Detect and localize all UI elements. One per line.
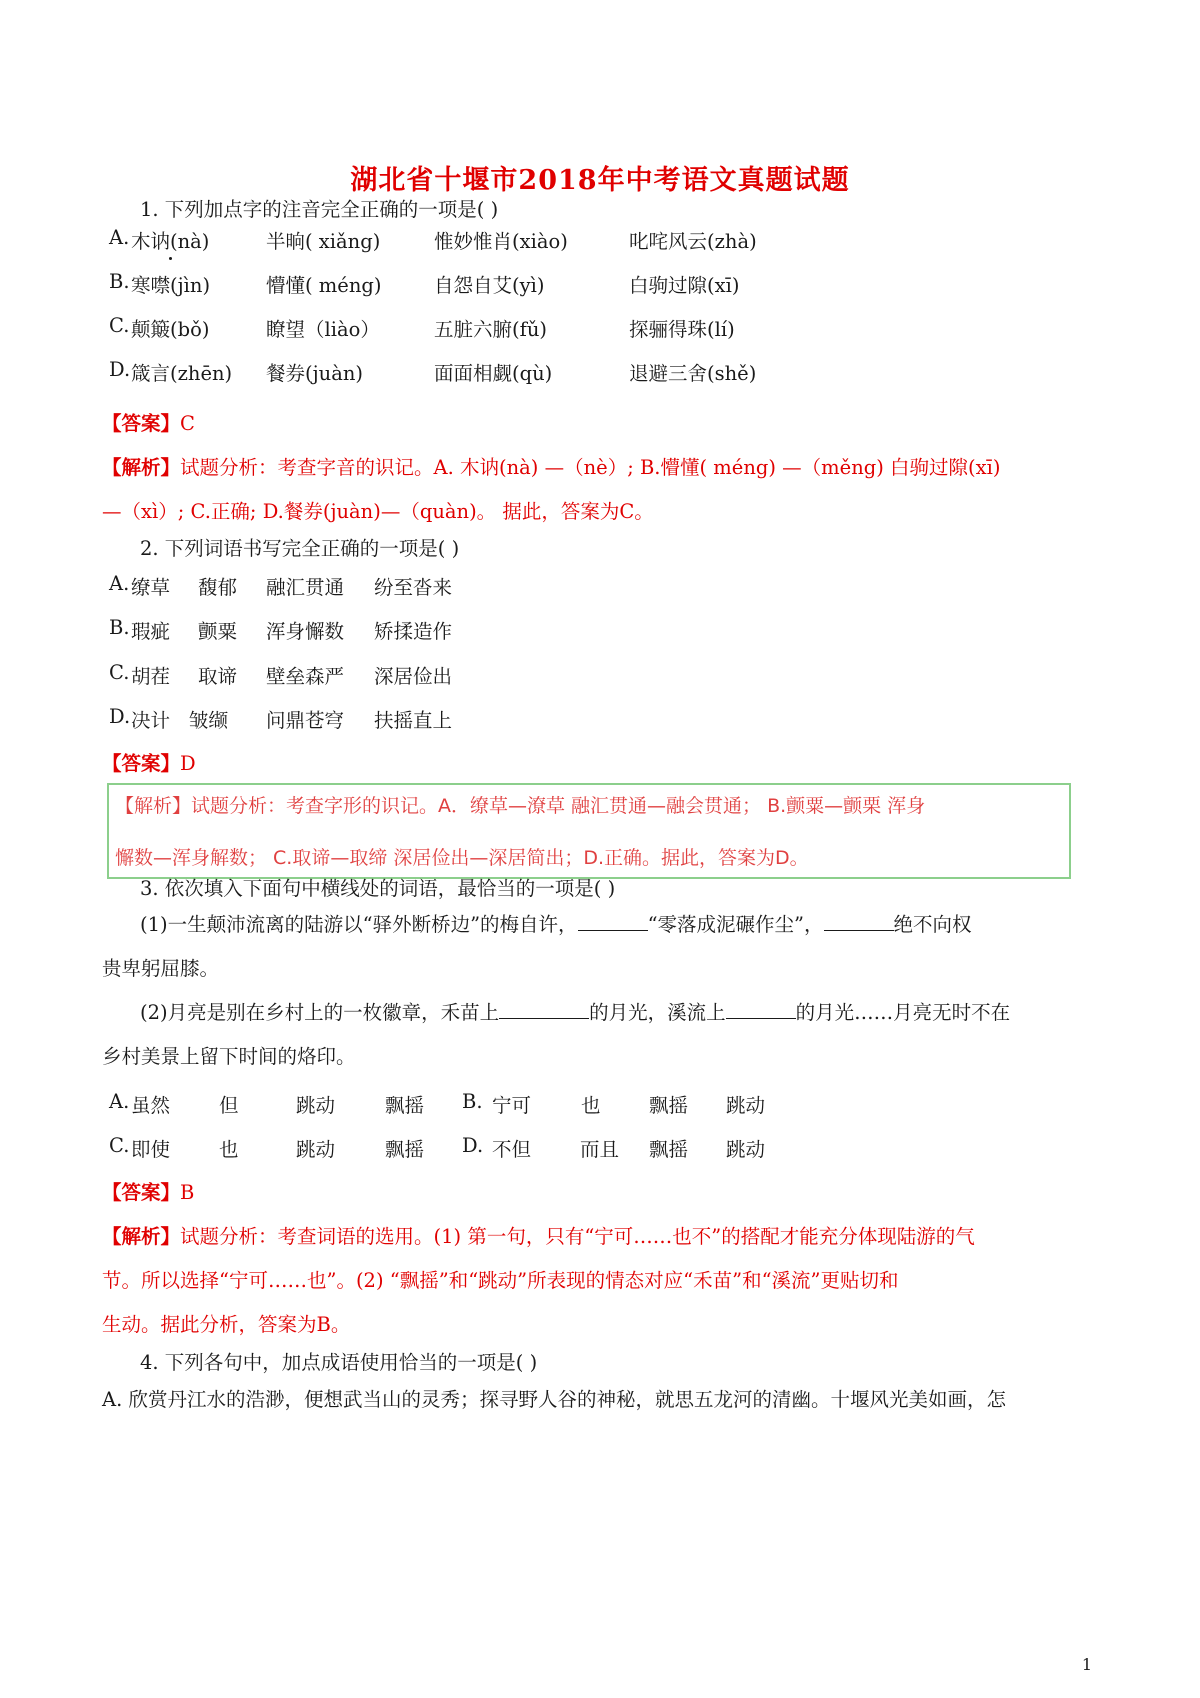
option-label: A. bbox=[109, 226, 130, 249]
option-item: 跳动 bbox=[726, 1094, 766, 1117]
option-item: 飘摇 bbox=[385, 1138, 425, 1161]
fill-blank bbox=[578, 912, 648, 931]
option-item: 飘摇 bbox=[649, 1094, 689, 1117]
option-item: 五脏六腑(fǔ) bbox=[434, 318, 547, 341]
option-item: 馥郁 bbox=[198, 576, 238, 599]
option-item: 瞭望（liào） bbox=[266, 318, 380, 341]
option-item: 不但 bbox=[492, 1138, 532, 1161]
analysis-text: 试题分析：考查词语的选用。(1) 第一句，只有“宁可……也不”的搭配才能充分体现陆游的气 bbox=[180, 1225, 975, 1248]
q3-analysis-line2: 节。所以选择“宁可……也”。(2) “飘摇”和“跳动”所表现的情态对应“禾苗”和“溪流”更贴切和 bbox=[102, 1269, 899, 1292]
option-label: C. bbox=[109, 1134, 130, 1157]
option-label: C. bbox=[109, 314, 130, 337]
q3-sentence1-line1 bbox=[140, 911, 972, 939]
option-label: B. bbox=[462, 1090, 483, 1113]
answer-tag: 【答案】 bbox=[102, 1181, 181, 1204]
option-item: 飘摇 bbox=[385, 1094, 425, 1117]
option-item: 但 bbox=[219, 1094, 239, 1117]
q2-stem: 2. 下列词语书写完全正确的一项是( ) bbox=[140, 537, 460, 560]
fill-blank bbox=[824, 912, 894, 931]
q4-option-a: A. 欣赏丹江水的浩渺，便想武当山的灵秀；探寻野人谷的神秘，就思五龙河的清幽。十堰风光美如画，怎 bbox=[102, 1388, 1006, 1411]
answer-value: C bbox=[180, 412, 195, 435]
option-item: 叱咤风云(zhà) bbox=[629, 230, 757, 253]
analysis-text: 试题分析：考查字音的识记。A. 木讷(nà) —（nè）; B.懵懂( méng) —（měng) 白驹过隙(xī) bbox=[180, 456, 1001, 479]
option-item: 自怨自艾(yì) bbox=[434, 274, 545, 297]
option-item: 取谛 bbox=[198, 665, 238, 688]
q2-answer bbox=[102, 750, 196, 778]
answer-tag: 【答案】 bbox=[102, 412, 181, 435]
option-item: 胡茬 bbox=[131, 665, 171, 688]
q3-analysis-line3: 生动。据此分析，答案为B。 bbox=[102, 1313, 351, 1336]
option-label: A. bbox=[109, 572, 130, 595]
fill-blank bbox=[499, 1000, 589, 1019]
option-item: 决计 bbox=[131, 709, 171, 732]
q3-stem: 3. 依次填入下面句中横线处的词语，最恰当的一项是( ) bbox=[140, 877, 616, 900]
option-item bbox=[131, 226, 209, 254]
option-item: 也 bbox=[219, 1138, 239, 1161]
option-item: 浑身懈数 bbox=[266, 620, 345, 643]
page-number: 1 bbox=[1081, 1655, 1092, 1674]
option-item: 皱缬 bbox=[189, 709, 229, 732]
sentence-text: 绝不向权 bbox=[893, 913, 972, 936]
option-item: 融汇贯通 bbox=[266, 576, 345, 599]
q3-sentence1-line2: 贵卑躬屈膝。 bbox=[102, 957, 220, 980]
analysis-tag: 【解析】 bbox=[102, 1225, 181, 1248]
option-item: 颠簸(bǒ) bbox=[131, 318, 210, 341]
option-item: 问鼎苍穹 bbox=[266, 709, 345, 732]
sentence-text: (1)一生颠沛流离的陆游以“驿外断桥边”的梅自许， bbox=[140, 913, 578, 936]
option-label: D. bbox=[109, 705, 131, 728]
option-item: 瑕疵 bbox=[131, 620, 171, 643]
option-label: B. bbox=[109, 270, 130, 293]
option-item: 跳动 bbox=[296, 1138, 336, 1161]
option-item: 半晌( xiǎng) bbox=[266, 230, 381, 253]
option-item: 面面相觑(qù) bbox=[434, 362, 553, 385]
option-label: C. bbox=[109, 661, 130, 684]
q1-analysis-line1 bbox=[102, 454, 1001, 482]
option-item: 跳动 bbox=[296, 1094, 336, 1117]
option-item: 白驹过隙(xī) bbox=[629, 274, 740, 297]
q1-answer bbox=[102, 410, 195, 438]
q3-answer bbox=[102, 1179, 194, 1207]
option-item: 而且 bbox=[580, 1138, 620, 1161]
option-item: 矫揉造作 bbox=[374, 620, 453, 643]
option-item: 缭草 bbox=[131, 576, 171, 599]
option-label: B. bbox=[109, 616, 130, 639]
option-label: A. bbox=[109, 1090, 130, 1113]
q3-analysis-line1 bbox=[102, 1223, 975, 1251]
option-item: 餐券(juàn) bbox=[266, 362, 364, 385]
q2-analysis-box bbox=[107, 783, 1071, 879]
sentence-text: “零落成泥碾作尘”， bbox=[647, 913, 824, 936]
option-item-text: 木讷(nà) bbox=[131, 226, 209, 254]
option-item: 即使 bbox=[131, 1138, 171, 1161]
option-item: 箴言(zhēn) bbox=[131, 362, 233, 385]
option-item: 退避三舍(shě) bbox=[629, 362, 757, 385]
option-item: 寒噤(jìn) bbox=[131, 274, 211, 297]
answer-value: D bbox=[180, 752, 196, 775]
q3-sentence2-line2: 乡村美景上留下时间的烙印。 bbox=[102, 1045, 356, 1068]
sentence-text: (2)月亮是别在乡村上的一枚徽章，禾苗上 bbox=[140, 1001, 500, 1024]
option-item: 深居俭出 bbox=[374, 665, 453, 688]
option-item: 飘摇 bbox=[649, 1138, 689, 1161]
q4-stem: 4. 下列各句中，加点成语使用恰当的一项是( ) bbox=[140, 1351, 538, 1374]
option-item: 惟妙惟肖(xiào) bbox=[434, 230, 568, 253]
option-label: D. bbox=[109, 358, 131, 381]
option-item: 纷至沓来 bbox=[374, 576, 453, 599]
option-label: D. bbox=[462, 1134, 484, 1157]
q1-stem: 1. 下列加点字的注音完全正确的一项是( ) bbox=[140, 198, 499, 221]
option-item: 跳动 bbox=[726, 1138, 766, 1161]
option-item: 虽然 bbox=[131, 1094, 171, 1117]
answer-tag: 【答案】 bbox=[102, 752, 181, 775]
document-title: 湖北省十堰市2018年中考语文真题试题 bbox=[350, 165, 850, 196]
option-item: 也 bbox=[581, 1094, 601, 1117]
sentence-text: 的月光……月亮无时不在 bbox=[795, 1001, 1011, 1024]
q1-analysis-line2: —（xì）; C.正确; D.餐券(juàn)—（quàn)。 据此，答案为C。 bbox=[102, 500, 654, 523]
option-item: 懵懂( méng) bbox=[266, 274, 382, 297]
option-item: 探骊得珠(lí) bbox=[629, 318, 735, 341]
option-item: 颤粟 bbox=[198, 620, 238, 643]
q2-analysis-line2: 懈数—浑身解数； C.取谛—取缔 深居俭出—深居简出；D.正确。据此，答案为D。 bbox=[115, 847, 809, 869]
sentence-text: 的月光，溪流上 bbox=[589, 1001, 726, 1024]
q2-analysis-line1: 【解析】试题分析：考查字形的识记。A．缭草—潦草 融汇贯通—融会贯通； B.颤粟—颤栗 浑身 bbox=[115, 795, 926, 817]
fill-blank bbox=[726, 1000, 796, 1019]
option-item: 宁可 bbox=[492, 1094, 532, 1117]
option-item: 壁垒森严 bbox=[266, 665, 345, 688]
answer-value: B bbox=[180, 1181, 195, 1204]
analysis-tag: 【解析】 bbox=[102, 456, 181, 479]
q3-sentence2-line1 bbox=[140, 999, 1010, 1027]
option-item: 扶摇直上 bbox=[374, 709, 453, 732]
